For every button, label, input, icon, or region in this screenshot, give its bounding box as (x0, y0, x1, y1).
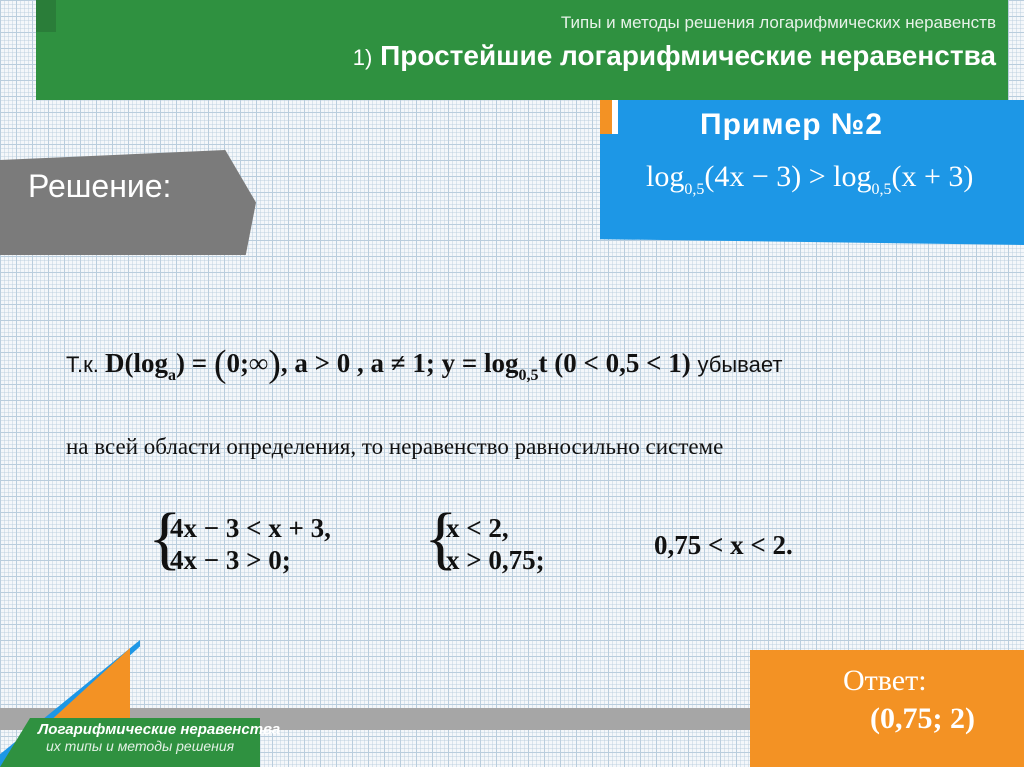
page-title (353, 40, 996, 72)
system2-brace: { (424, 500, 458, 577)
example-formula (646, 160, 973, 199)
interval-value: 0;∞ (226, 348, 269, 378)
system2-line-2: x > 0,75; (446, 545, 545, 575)
interval-close-paren: ) (268, 343, 281, 385)
footer-subtitle: их типы и методы решения (46, 738, 235, 754)
title-number: 1) (352, 45, 373, 70)
system1-line-2: 4x − 3 > 0; (170, 545, 291, 575)
header-subtitle: Типы и методы решения логарифмических неравенств (560, 13, 996, 32)
answer-label: Ответ: (843, 664, 927, 697)
system1-line-1: 4x − 3 < x + 3, (170, 513, 331, 543)
domain-close: ) = (175, 348, 214, 378)
prefix-text: Т.к. (66, 352, 105, 377)
domain-expr: D(log (104, 348, 168, 378)
footer-title: Логарифмические неравенства (38, 721, 281, 738)
title-text: Простейшие логарифмические неравенства (380, 40, 996, 71)
decreasing-word: убывает (697, 352, 783, 377)
domain-statement (66, 342, 782, 386)
formula-base-2: 0,5 (871, 181, 892, 198)
formula-arg-2: (x + 3) (891, 160, 974, 193)
formula-arg-1: (4x − 3) > (704, 160, 834, 193)
solution-label: Решение: (28, 168, 172, 204)
example-accent-white (612, 100, 618, 134)
function-expr: y = log (441, 348, 519, 378)
system1-brace: { (148, 500, 182, 577)
result-interval: 0,75 < x < 2. (654, 530, 793, 560)
formula-base-1: 0,5 (684, 181, 705, 198)
formula-log-2: log (833, 160, 872, 193)
function-base: 0,5 (518, 367, 539, 384)
base-conditions: , a > 0 , a ≠ 1; (280, 348, 435, 378)
domain-sub: a (167, 367, 176, 384)
header-accent-bar (36, 0, 56, 32)
example-accent-orange (600, 100, 612, 134)
interval-open-paren: ( (213, 343, 227, 385)
equivalence-statement: на всей области определения, то неравенство равносильно системе (66, 434, 724, 459)
system2-line-1: x < 2, (446, 513, 509, 543)
answer-value: (0,75; 2) (870, 702, 975, 735)
example-title: Пример №2 (700, 108, 883, 141)
function-rest: t (0 < 0,5 < 1) (538, 348, 691, 378)
formula-log-1: log (646, 160, 685, 193)
